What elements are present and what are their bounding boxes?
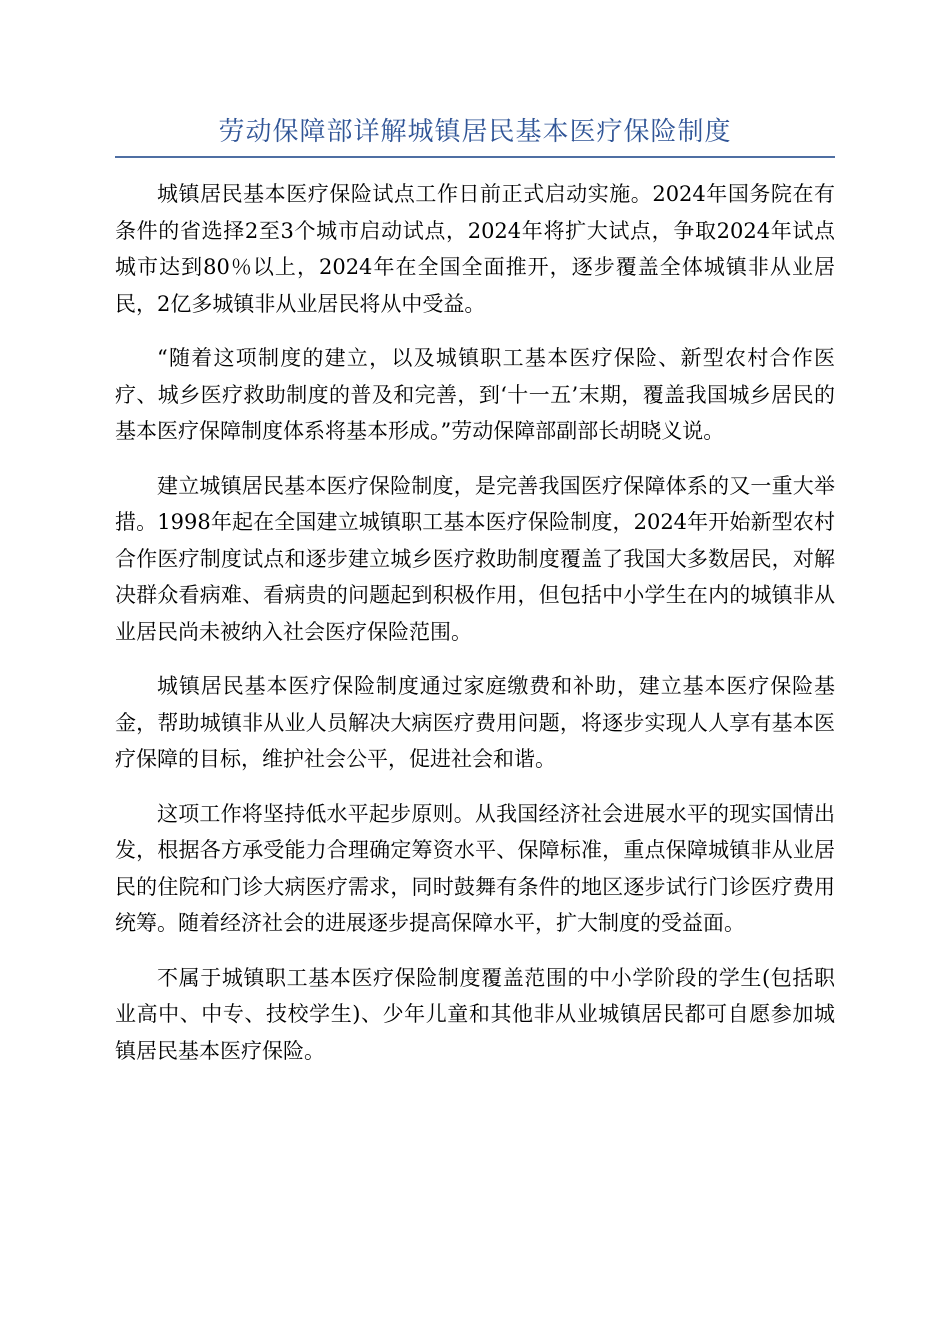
paragraph-2: “随着这项制度的建立，以及城镇职工基本医疗保险、新型农村合作医疗、城乡医疗救助制度的普及和完善，到‘十一五’末期，覆盖我国城乡居民的基本医疗保障制度体系将基本形成。”劳动保障部副部长胡晓义说。 xyxy=(115,346,835,443)
paragraph-3: 建立城镇居民基本医疗保险制度，是完善我国医疗保障体系的又一重大举措。1998年起在全国建立城镇职工基本医疗保险制度，2024年开始新型农村合作医疗制度试点和逐步建立城乡医疗救助制度覆盖了我国大多数居民，对解决群众看病难、看病贵的问题起到积极作用，但包括中小学生在内的城镇非从业居民尚未被纳入社会医疗保险范围。 xyxy=(115,473,835,644)
paragraph-6: 不属于城镇职工基本医疗保险制度覆盖范围的中小学阶段的学生(包括职业高中、中专、技校学生)、少年儿童和其他非从业城镇居民都可自愿参加城镇居民基本医疗保险。 xyxy=(115,965,835,1063)
paragraph-1: 城镇居民基本医疗保险试点工作日前正式启动实施。2024年国务院在有条件的省选择2至3个城市启动试点，2024年将扩大试点，争取2024年试点城市达到80％以上，2024年在全国全面推开，逐步覆盖全体城镇非从业居民，2亿多城镇非从业居民将从中受益。 xyxy=(115,182,835,316)
title-block xyxy=(115,112,835,158)
article-body xyxy=(115,176,835,1087)
page-title: 劳动保障部详解城镇居民基本医疗保险制度 xyxy=(218,117,732,147)
paragraph-4: 城镇居民基本医疗保险制度通过家庭缴费和补助，建立基本医疗保险基金，帮助城镇非从业人员解决大病医疗费用问题，将逐步实现人人享有基本医疗保障的目标，维护社会公平，促进社会和谐。 xyxy=(115,674,835,771)
paragraph-5: 这项工作将坚持低水平起步原则。从我国经济社会进展水平的现实国情出发，根据各方承受能力合理确定筹资水平、保障标准，重点保障城镇非从业居民的住院和门诊大病医疗需求，同时鼓舞有条件的地区逐步试行门诊医疗费用统筹。随着经济社会的进展逐步提高保障水平，扩大制度的受益面。 xyxy=(115,801,835,935)
